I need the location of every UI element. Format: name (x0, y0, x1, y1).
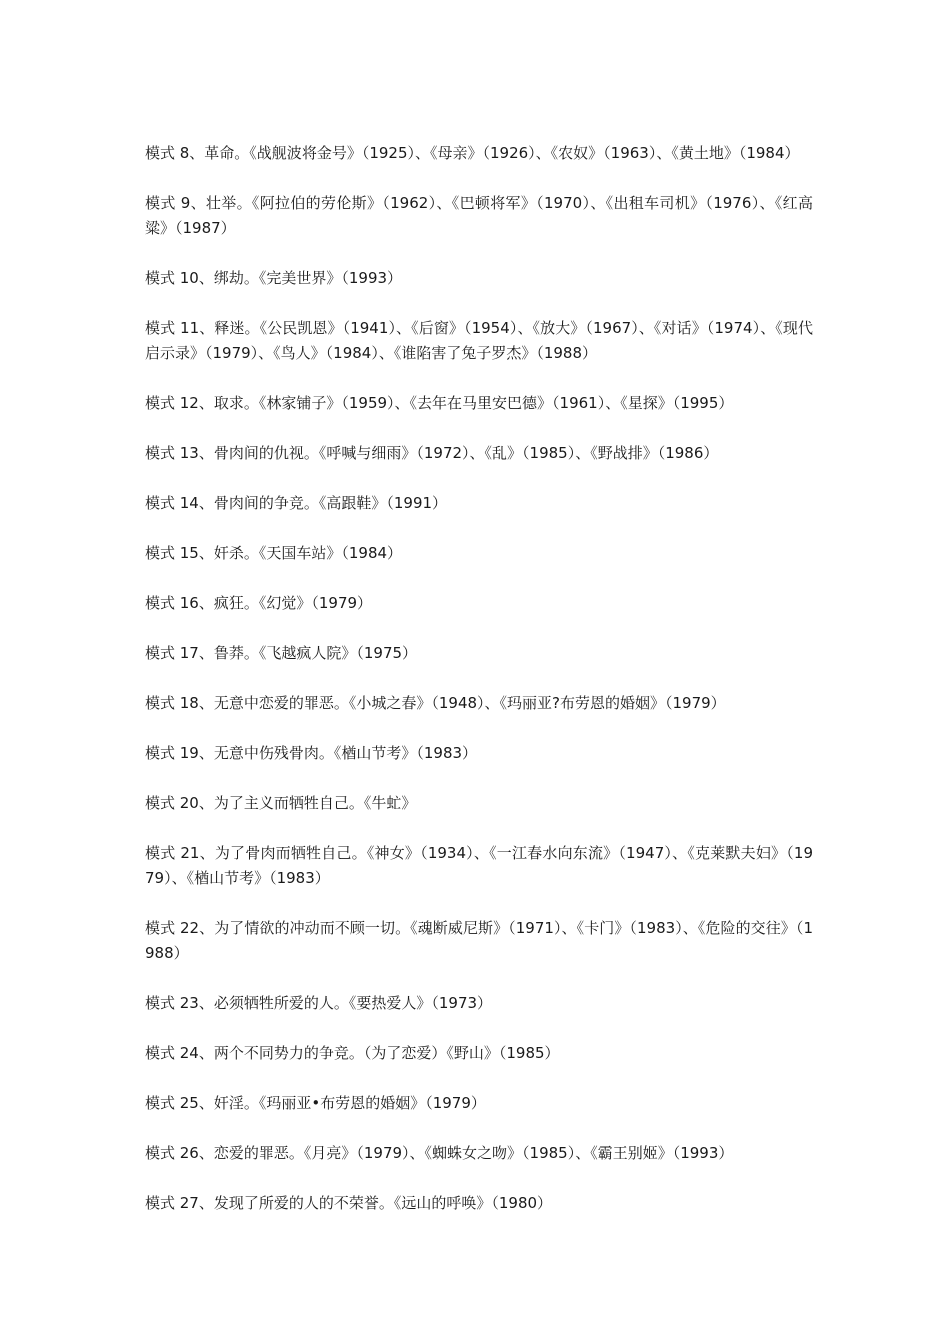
pattern-entry-24: 模式 24、两个不同势力的争竞。（为了恋爱）《野山》（1985） (145, 1044, 560, 1062)
pattern-entry-12: 模式 12、取求。《林家铺子》（1959）、《去年在马里安巴德》（1961）、《星探》（1995） (145, 394, 734, 412)
pattern-entry-23: 模式 23、必须牺牲所爱的人。《要热爱人》（1973） (145, 994, 493, 1012)
pattern-entry-22: 模式 22、为了情欲的冲动而不顾一切。《魂断威尼斯》（1971）、《卡门》（1983）、《危险的交往》（1988） (145, 919, 813, 962)
pattern-entry-9: 模式 9、壮举。《阿拉伯的劳伦斯》（1962）、《巴顿将军》（1970）、《出租车司机》（1976）、《红高粱》（1987） (145, 194, 813, 237)
pattern-entry-25: 模式 25、奸淫。《玛丽亚•布劳恩的婚姻》（1979） (145, 1094, 486, 1112)
pattern-entry-13: 模式 13、骨肉间的仇视。《呼喊与细雨》（1972）、《乱》（1985）、《野战排》（1986） (145, 444, 719, 462)
pattern-entry-26: 模式 26、恋爱的罪恶。《月亮》（1979）、《蜘蛛女之吻》（1985）、《霸王别姬》（1993） (145, 1144, 734, 1162)
pattern-entry-17: 模式 17、鲁莽。《飞越疯人院》（1975） (145, 644, 418, 662)
pattern-entry-18: 模式 18、无意中恋爱的罪恶。《小城之春》（1948）、《玛丽亚?布劳恩的婚姻》（1979） (145, 694, 726, 712)
document-body (145, 141, 813, 1241)
pattern-entry-16: 模式 16、疯狂。《幻觉》（1979） (145, 594, 373, 612)
pattern-entry-8: 模式 8、革命。《战舰波将金号》（1925）、《母亲》（1926）、《农奴》（1963）、《黄土地》（1984） (145, 144, 800, 162)
pattern-entry-21: 模式 21、为了骨肉而牺牲自己。《神女》（1934）、《一江春水向东流》（1947）、《克莱默夫妇》（1979）、《楢山节考》（1983） (145, 844, 813, 887)
pattern-entry-27: 模式 27、发现了所爱的人的不荣誉。《远山的呼唤》（1980） (145, 1194, 553, 1212)
pattern-entry-14: 模式 14、骨肉间的争竞。《高跟鞋》（1991） (145, 494, 448, 512)
pattern-entry-10: 模式 10、绑劫。《完美世界》（1993） (145, 269, 403, 287)
pattern-entry-20: 模式 20、为了主义而牺牲自己。《牛虻》 (145, 794, 417, 812)
pattern-entry-15: 模式 15、奸杀。《天国车站》（1984） (145, 544, 403, 562)
pattern-entry-19: 模式 19、无意中伤残骨肉。《楢山节考》（1983） (145, 744, 478, 762)
pattern-entry-11: 模式 11、释迷。《公民凯恩》（1941）、《后窗》（1954）、《放大》（1967）、《对话》（1974）、《现代启示录》（1979）、《鸟人》（1984）、《谁陷害了兔子罗杰》（1988） (145, 319, 813, 362)
